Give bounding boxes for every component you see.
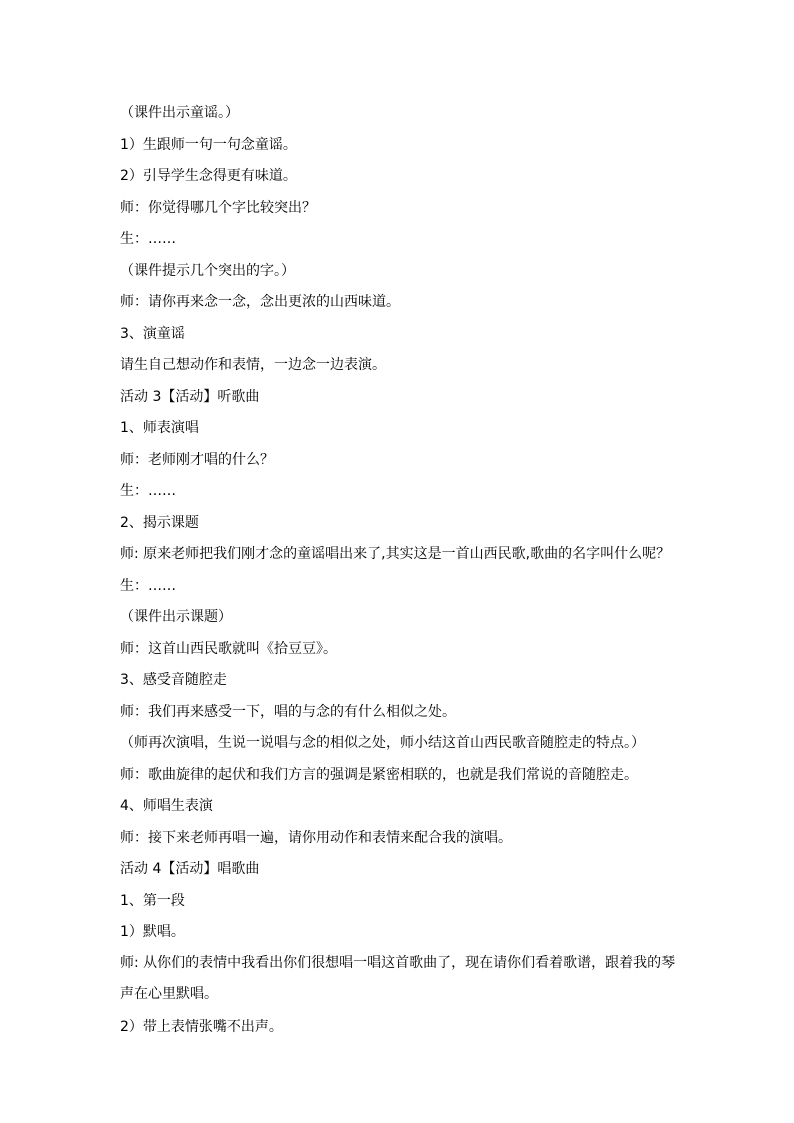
text-line: 师：我们再来感受一下，唱的与念的有什么相似之处。 [120, 703, 456, 720]
text-line: （师再次演唱，生说一说唱与念的相似之处，师小结这首山西民歌音随腔走的特点。） [120, 735, 645, 751]
text-line: 2）引导学生念得更有味道。 [120, 168, 297, 184]
text-line: （课件提示几个突出的字。） [120, 262, 295, 279]
text-line: （课件出示童谣。） [120, 105, 239, 121]
section-heading: 1、师表演唱 [120, 420, 199, 436]
section-heading: 2、揭示课题 [120, 514, 199, 531]
document-body [120, 102, 680, 1047]
text-paragraph: 师: 从你们的表情中我看出你们很想唱一唱这首歌曲了，现在请你们看着歌谱，跟着我的琴声在心里默唱。 [120, 954, 676, 1003]
text-line: 师: 原来老师把我们刚才念的童谣唱出来了,其实这是一首山西民歌,歌曲的名字叫什么呢？ [120, 546, 671, 562]
text-line: 生：…… [120, 483, 176, 499]
text-line: 师：你觉得哪几个字比较突出？ [120, 199, 316, 216]
text-line: （课件出示课题） [120, 609, 232, 625]
activity-heading: 活动 4【活动】唱歌曲 [120, 861, 260, 877]
text-line: 生：…… [120, 577, 176, 594]
text-line: 师：接下来老师再唱一遍，请你用动作和表情来配合我的演唱。 [120, 829, 512, 846]
section-heading: 3、感受音随腔走 [120, 672, 227, 688]
text-line: 1）生跟师一句一句念童谣。 [120, 136, 297, 153]
text-line: 师：请你再来念一念，念出更浓的山西味道。 [120, 294, 400, 310]
section-heading: 3、演童谣 [120, 325, 185, 342]
text-line: 请生自己想动作和表情，一边念一边表演。 [120, 357, 386, 373]
section-heading: 4、师唱生表演 [120, 798, 213, 814]
activity-heading: 活动 3【活动】听歌曲 [120, 388, 260, 405]
text-line: 师：老师刚才唱的什么？ [120, 451, 274, 468]
section-heading: 1、第一段 [120, 892, 185, 909]
text-line: 师：这首山西民歌就叫《拾豆豆》。 [120, 640, 337, 657]
text-line: 师：歌曲旋律的起伏和我们方言的强调是紧密相联的，也就是我们常说的音随腔走。 [120, 766, 638, 783]
text-line: 生：…… [120, 231, 176, 247]
text-line: 1）默唱。 [120, 924, 185, 940]
text-line: 2）带上表情张嘴不出声。 [120, 1018, 283, 1035]
